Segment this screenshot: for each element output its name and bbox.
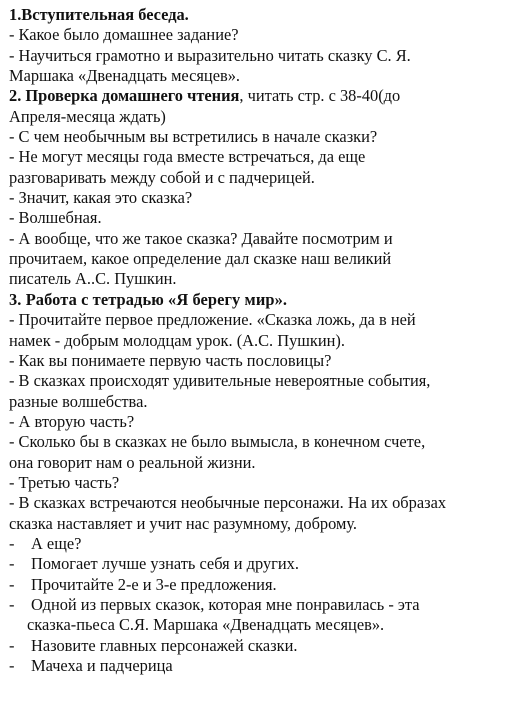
- text-line: она говорит нам о реальной жизни.: [9, 452, 256, 472]
- section-3-heading: 3. Работа с тетрадью «Я берегу мир».: [9, 289, 288, 309]
- text-line: сказка наставляет и учит нас разумному, доброму.: [9, 513, 358, 533]
- section-2-heading-tail: , читать стр. с 38-40(до: [239, 86, 401, 106]
- text-line: разные волшебства.: [9, 391, 148, 411]
- text-line: - Не могут месяцы года вместе встречаться, да еще: [9, 147, 366, 167]
- text-line: - Сколько бы в сказках не было вымысла, в конечном счете,: [9, 432, 426, 452]
- section-2-heading: [9, 86, 524, 106]
- list-item: - А еще?: [9, 533, 82, 553]
- section-3: [9, 290, 524, 677]
- section-2-heading-bold: 2. Проверка домашнего чтения: [9, 86, 240, 106]
- text-line: - Научиться грамотно и выразительно читать сказку С. Я.: [9, 45, 411, 65]
- text-line: - А вообще, что же такое сказка? Давайте посмотрим и: [9, 228, 393, 248]
- list-dash: -: [9, 656, 15, 675]
- text-line: - В сказках встречаются необычные персонажи. На их образах: [9, 493, 447, 513]
- list-item: - Мачеха и падчерица: [9, 656, 173, 675]
- text-line: писатель А..С. Пушкин.: [9, 269, 177, 289]
- list-dash: -: [9, 574, 15, 594]
- text-line: разговаривать между собой и с падчерицей.: [9, 167, 315, 187]
- text-line: сказка-пьеса С.Я. Маршака «Двенадцать месяцев».: [27, 615, 385, 635]
- text-line: - В сказках происходят удивительные невероятные события,: [9, 371, 431, 391]
- section-2: [9, 86, 524, 289]
- list-dash: -: [9, 533, 15, 553]
- list-dash: -: [9, 594, 15, 614]
- text-line: Апреля-месяца ждать): [9, 106, 166, 126]
- text-line: - Какое было домашнее задание?: [9, 25, 239, 45]
- list-dash: -: [9, 554, 15, 574]
- text-line: - Волшебная.: [9, 208, 102, 228]
- list-item: - Прочитайте 2-е и 3-е предложения.: [9, 574, 277, 594]
- text-line: - Как вы понимаете первую часть пословицы?: [9, 350, 332, 370]
- text-line: - С чем необычным вы встретились в начале сказки?: [9, 127, 378, 147]
- list-item: - Помогает лучше узнать себя и других.: [9, 554, 299, 574]
- list-dash: -: [9, 635, 15, 655]
- text-line: намек - добрым молодцам урок. (А.С. Пушкин).: [9, 330, 345, 350]
- text-line: - Значит, какая это сказка?: [9, 188, 193, 208]
- text-line: Маршака «Двенадцать месяцев».: [9, 66, 241, 86]
- list-item: - Назовите главных персонажей сказки.: [9, 635, 298, 655]
- list-item: - Одной из первых сказок, которая мне понравилась - эта: [9, 594, 420, 614]
- text-line: прочитаем, какое определение дал сказке наш великий: [9, 249, 392, 269]
- section-1: [9, 5, 524, 86]
- text-line: - Прочитайте первое предложение. «Сказка ложь, да в ней: [9, 310, 416, 330]
- section-1-heading: 1.Вступительная беседа.: [9, 5, 189, 24]
- text-line: - А вторую часть?: [9, 411, 135, 431]
- text-line: - Третью часть?: [9, 472, 120, 492]
